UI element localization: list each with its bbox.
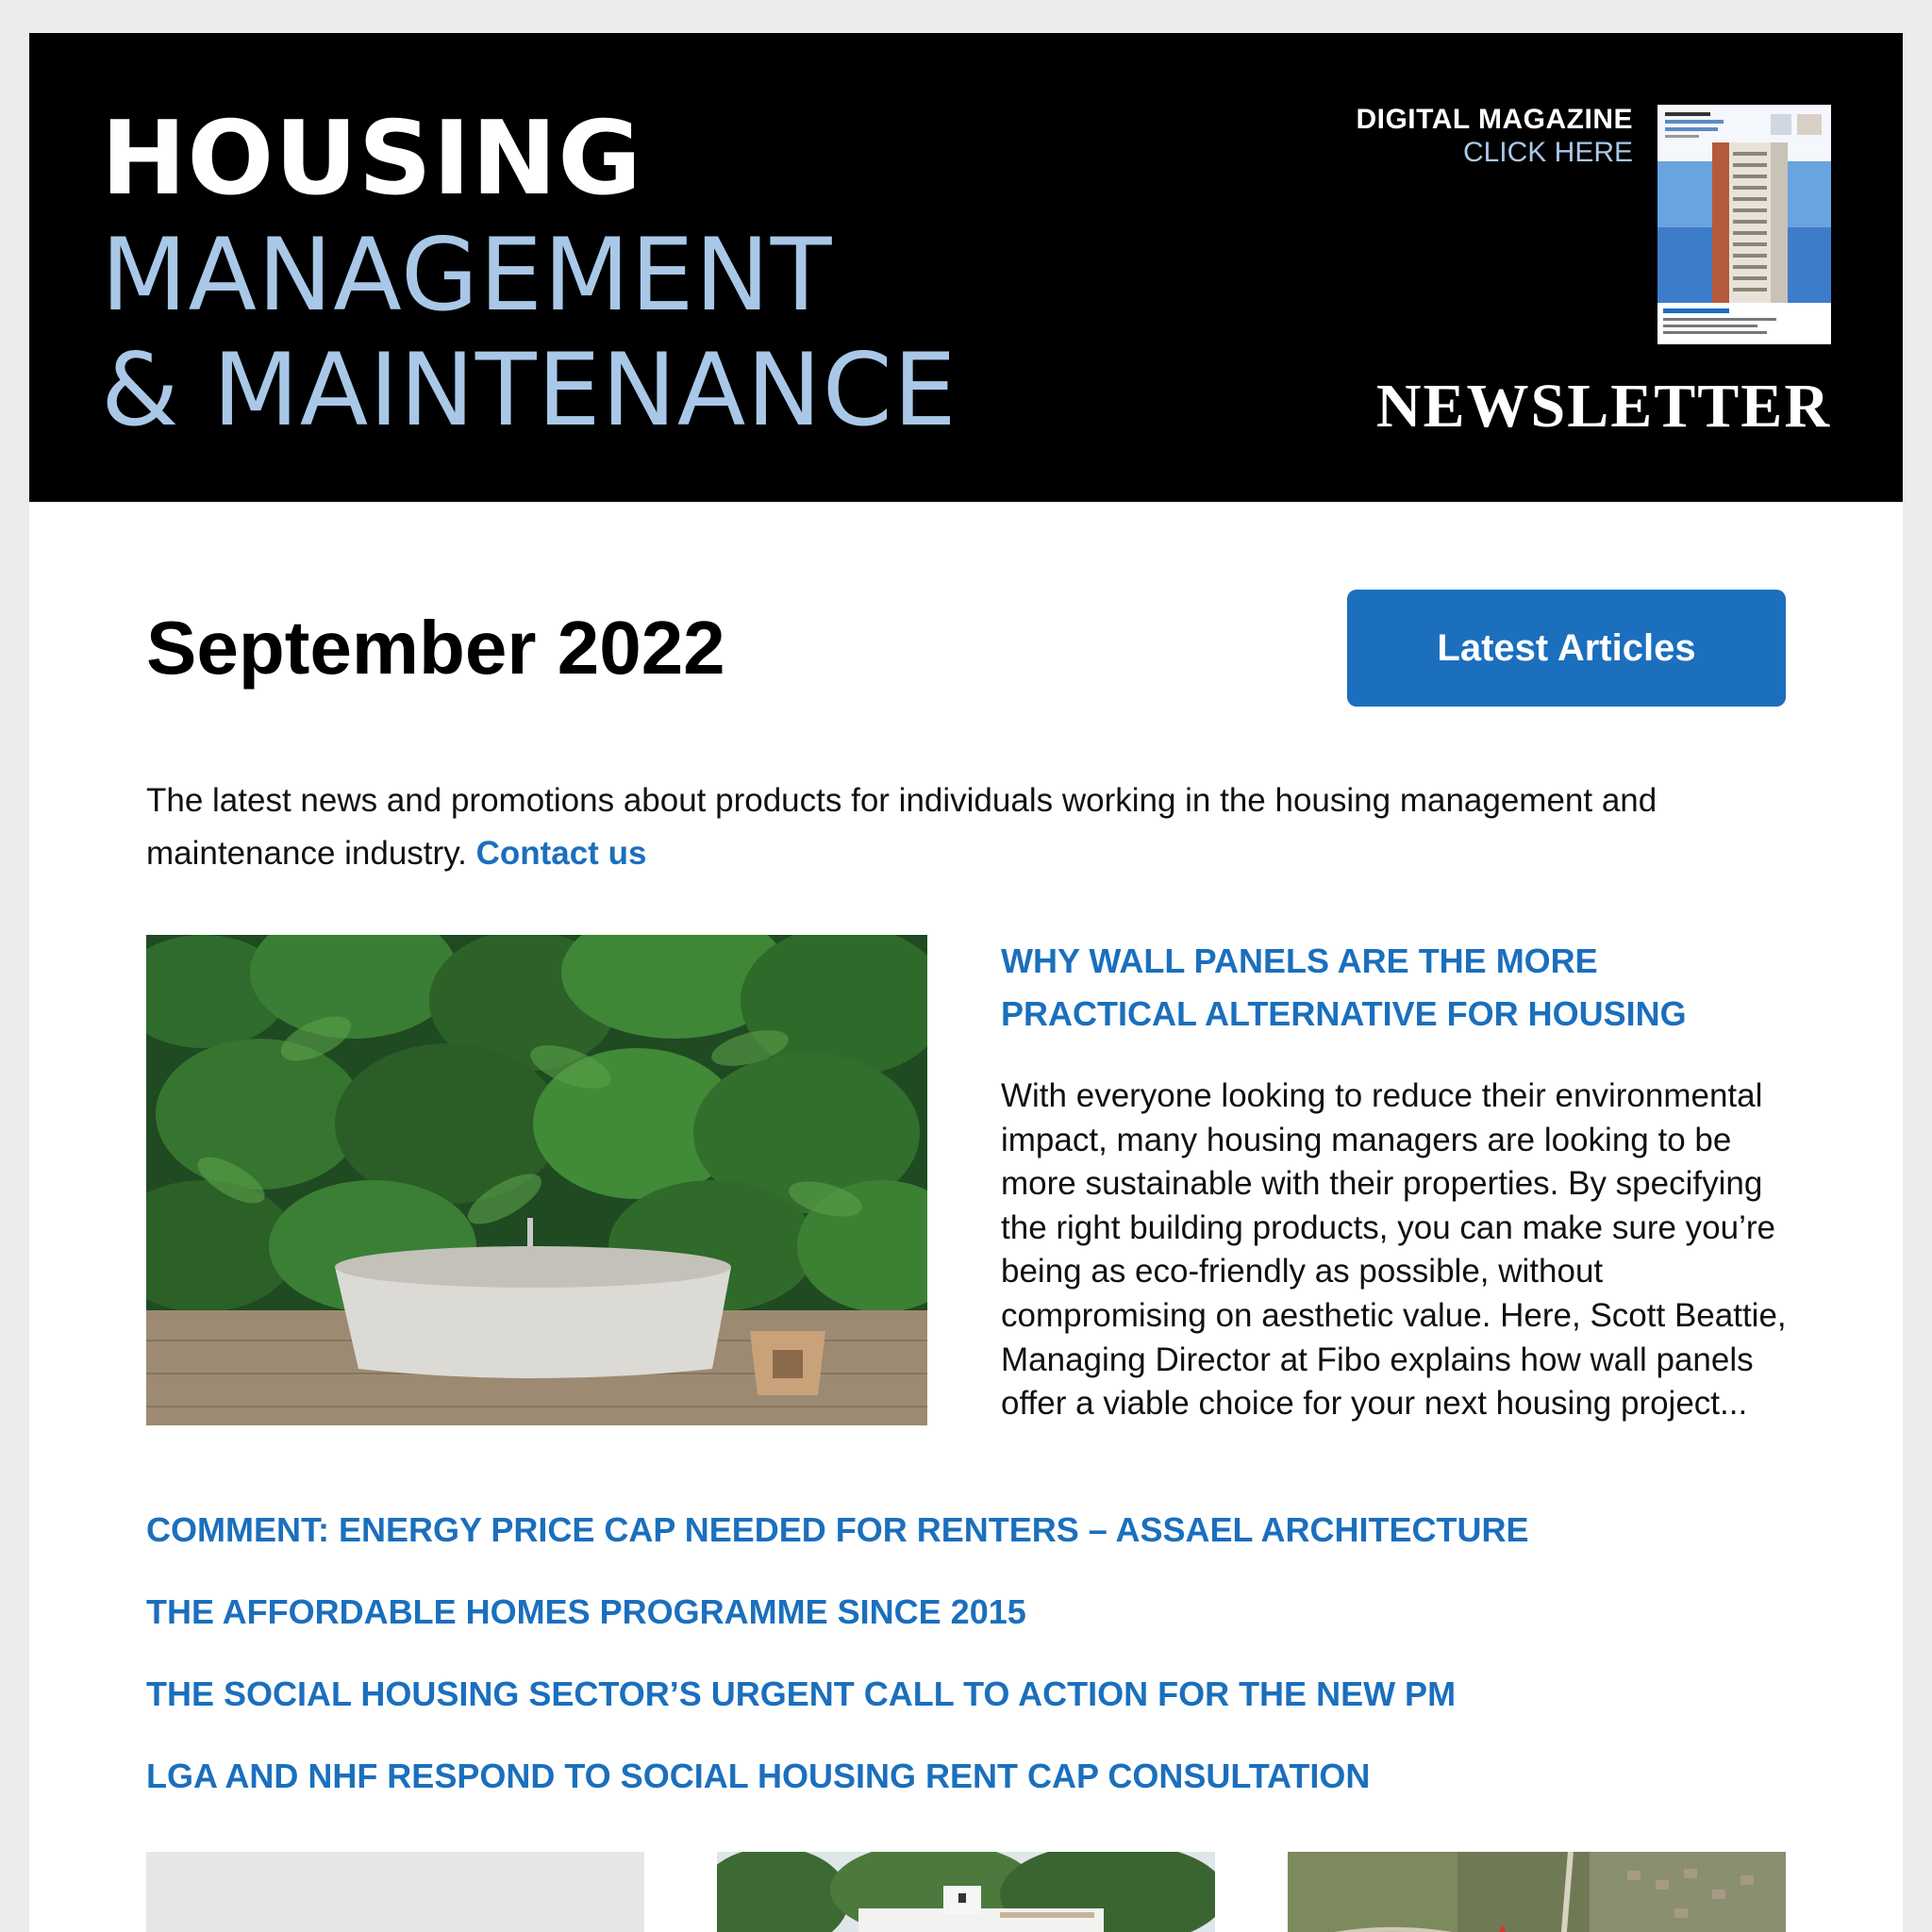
contact-us-link[interactable]: Contact us xyxy=(475,835,647,872)
issue-date-heading: September 2022 xyxy=(146,606,725,690)
digital-magazine-label: DIGITAL MAGAZINE xyxy=(1356,104,1633,135)
headline-link[interactable]: LGA AND NHF RESPOND TO SOCIAL HOUSING RENT CAP CONSULTATION xyxy=(146,1757,1371,1795)
building-photo xyxy=(717,1852,1215,1932)
latest-articles-button[interactable]: Latest Articles xyxy=(1347,590,1786,707)
newsletter-email xyxy=(29,33,1903,1932)
feature-article-image[interactable] xyxy=(146,935,927,1425)
bathtub-plant-wall-photo xyxy=(146,935,927,1425)
magazine-cover-image xyxy=(1657,105,1831,344)
aerial-map-photo xyxy=(1288,1852,1786,1932)
newsletter-label: NEWSLETTER xyxy=(1375,372,1831,441)
logo-line-management: MANAGEMENT xyxy=(101,217,833,333)
newsletter-header xyxy=(29,33,1903,502)
logo-line-housing: HOUSING xyxy=(101,100,642,218)
headline-link[interactable]: THE SOCIAL HOUSING SECTOR’S URGENT CALL TO ACTION FOR THE NEW PM xyxy=(146,1674,1457,1713)
headline-link[interactable]: THE AFFORDABLE HOMES PROGRAMME SINCE 2015 xyxy=(146,1592,1026,1631)
headline-link[interactable]: COMMENT: ENERGY PRICE CAP NEEDED FOR RENTERS – ASSAEL ARCHITECTURE xyxy=(146,1510,1529,1549)
feature-article-title[interactable]: WHY WALL PANELS ARE THE MORE PRACTICAL ALTERNATIVE FOR HOUSING xyxy=(1001,941,1687,1033)
intro-paragraph xyxy=(146,774,1788,880)
article-thumbnail-map[interactable] xyxy=(1288,1852,1786,1932)
intro-text: The latest news and promotions about products for individuals working in the housing management and maintenance industry. xyxy=(146,782,1657,872)
feature-article-summary: With everyone looking to reduce their environmental impact, many housing managers are looking to be more sustainable with their properties. By specifying the right building products, you can make sure you’re being as eco-friendly as possible, without compromising on aesthetic value. Here, Scott Beattie, Managing Director at Fibo explains how wall panels offer a viable choice for your next housing project... xyxy=(1001,1077,1787,1423)
magazine-cover-thumbnail[interactable] xyxy=(1657,105,1831,344)
click-here-link[interactable]: CLICK HERE xyxy=(1462,137,1633,168)
article-thumbnail-placeholder[interactable] xyxy=(146,1852,644,1932)
logo-line-maintenance: & MAINTENANCE xyxy=(101,332,958,448)
article-thumbnail-building[interactable] xyxy=(717,1852,1215,1932)
